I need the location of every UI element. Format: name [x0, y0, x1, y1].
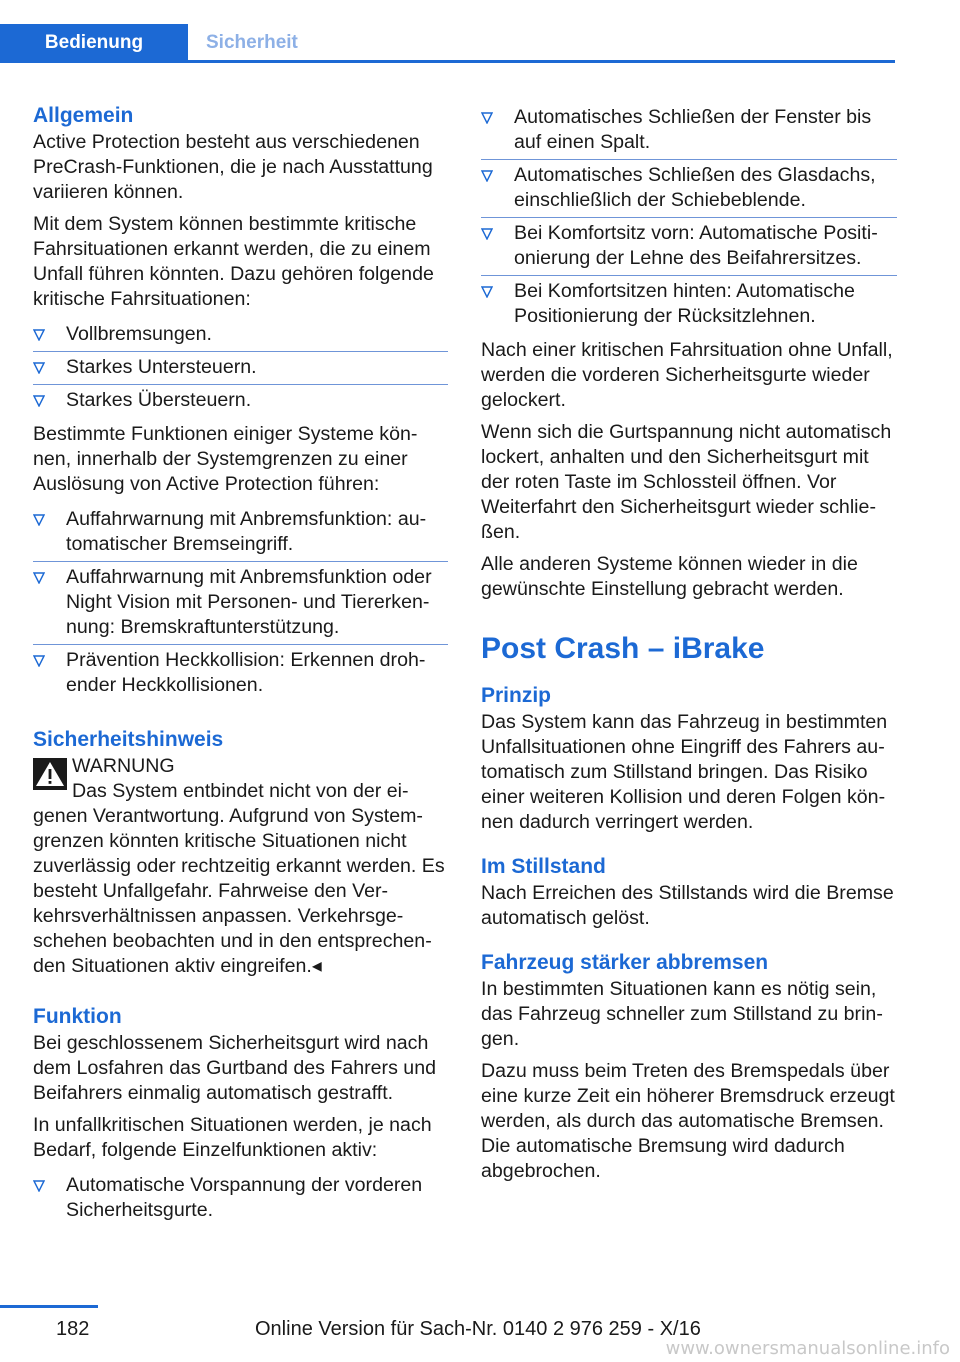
- warning-triangle-icon: [33, 758, 67, 790]
- paragraph: Wenn sich die Gurtspannung nicht automatisch lockert, anhalten und den Sicherheitsgurt mit der roten Taste im Schlossteil öffnen. Vor Weiterfahrt den Sicherheitsgurt wieder schließen.: [481, 421, 892, 543]
- watermark: www.ownersmanualsonline.info: [665, 1338, 950, 1359]
- online-version-note: Online Version für Sach-Nr. 0140 2 976 259 - X/16: [255, 1318, 701, 1340]
- heading-prinzip: Prinzip: [481, 684, 552, 707]
- list-item: [33, 504, 448, 562]
- list-item: [33, 562, 448, 645]
- bullet-triangle-icon: [33, 655, 45, 667]
- paragraph: Bei geschlossenem Sicherheitsgurt wird nach dem Losfahren das Gurtband des Fahrers und Beifahrers einmalig automatisch gestrafft.: [33, 1032, 437, 1104]
- list-item-text: Prävention Heckkollision: Erkennen drohender Heckkollisionen.: [66, 649, 426, 696]
- list-item: [33, 319, 448, 352]
- tab-bedienung[interactable]: Bedienung: [0, 24, 188, 62]
- bullet-triangle-icon: [33, 514, 45, 526]
- heading-allgemein: Allgemein: [33, 104, 134, 127]
- bullet-list-single-functions: [33, 1170, 448, 1227]
- paragraph: Mit dem System können bestimmte kritische Fahrsituationen erkannt werden, die zu einem Unfall führen könnten. Dazu gehören folgende kritische Fahrsituationen:: [33, 213, 434, 310]
- bullet-triangle-icon: [481, 228, 493, 240]
- list-item-text: Bei Komfortsitzen hinten: Automatische Positionierung der Rücksitzlehnen.: [514, 280, 855, 327]
- paragraph: Alle anderen Systeme können wieder in die gewünschte Einstellung gebracht werden.: [481, 553, 858, 600]
- footer-rule: [0, 1305, 98, 1308]
- bullet-triangle-icon: [481, 170, 493, 182]
- list-item: [33, 1170, 448, 1227]
- header-tabs: [0, 24, 316, 62]
- bullet-triangle-icon: [33, 329, 45, 341]
- paragraph: Das System kann das Fahrzeug in bestimmten Unfallsituationen ohne Eingriff des Fahrers automatisch zum Stillstand bringen. Das Risiko einer weiteren Kollision und deren Folgen können dadurch verringert werden.: [481, 711, 888, 833]
- bullet-list-continued: [481, 102, 897, 333]
- bullet-triangle-icon: [481, 286, 493, 298]
- list-item-text: Auffahrwarnung mit Anbremsfunktion: automatischer Bremseingriff.: [66, 508, 427, 555]
- bullet-triangle-icon: [33, 1180, 45, 1192]
- left-column: [33, 102, 448, 1232]
- list-item-text: Vollbremsungen.: [66, 323, 212, 345]
- list-item: [33, 385, 448, 417]
- bullet-triangle-icon: [481, 112, 493, 124]
- bullet-triangle-icon: [33, 362, 45, 374]
- paragraph: Dazu muss beim Treten des Bremspedals über eine kurze Zeit ein höherer Bremsdruck erzeugt werden, als durch das automatische Bremsen. Die automatische Bremsung wird dadurch abgebrochen.: [481, 1060, 895, 1182]
- heading-funktion: Funktion: [33, 1005, 122, 1028]
- paragraph: Nach einer kritischen Fahrsituation ohne Unfall, werden die vorderen Sicherheitsgurte wieder gelockert.: [481, 339, 893, 411]
- paragraph: Bestimmte Funktionen einiger Systeme können, innerhalb der Systemgrenzen zu einer Auslösung von Active Protection führen:: [33, 423, 418, 495]
- paragraph: Active Protection besteht aus verschiedenen PreCrash-Funktionen, die je nach Ausstattung variieren können.: [33, 131, 433, 203]
- page-number: 182: [56, 1318, 90, 1340]
- paragraph: Nach Erreichen des Stillstands wird die Bremse automatisch gelöst.: [481, 882, 894, 929]
- list-item-text: Auffahrwarnung mit Anbremsfunktion oder Night Vision mit Personen- und Tiererkennung: Bremskraftunterstützung.: [66, 566, 432, 638]
- bullet-list-functions: [33, 504, 448, 702]
- warning-label: WARNUNG: [72, 755, 175, 777]
- heading-im-stillstand: Im Stillstand: [481, 855, 606, 878]
- list-item-text: Automatische Vorspannung der vorderen Sicherheitsgurte.: [66, 1174, 423, 1221]
- list-item-text: Starkes Übersteuern.: [66, 389, 252, 411]
- list-item: [33, 352, 448, 385]
- list-item-text: Bei Komfortsitz vorn: Automatische Positionierung der Lehne des Beifahrersitzes.: [514, 222, 878, 269]
- list-item-text: Automatisches Schließen der Fenster bis auf einen Spalt.: [514, 106, 872, 153]
- list-item: [33, 645, 448, 702]
- bullet-triangle-icon: [33, 572, 45, 584]
- list-item-text: Automatisches Schließen des Glasdachs, einschließlich der Schiebeblende.: [514, 164, 876, 211]
- list-item-text: Starkes Untersteuern.: [66, 356, 257, 378]
- header-rule: [0, 60, 895, 63]
- list-item: [481, 102, 897, 160]
- list-item: [481, 160, 897, 218]
- heading-staerker-abbremsen: Fahrzeug stärker abbremsen: [481, 951, 769, 974]
- list-item: [481, 218, 897, 276]
- section-title-post-crash: Post Crash – iBrake: [481, 632, 765, 665]
- bullet-list-situations: [33, 319, 448, 417]
- bullet-triangle-icon: [33, 395, 45, 407]
- tab-sicherheit[interactable]: Sicherheit: [206, 32, 298, 53]
- warning-text: Das System entbindet nicht von der eigenen Verantwortung. Aufgrund von Systemgrenzen könnten kritische Situationen nicht zuverlässig oder rechtzeitig erkannt werden. Es besteht Unfallgefahr. Fahrweise den Verkehrsverhältnissen anpassen. Verkehrsgeschehen beobachten und in den entsprechenden Situationen aktiv eingreifen.◂: [33, 780, 445, 977]
- list-item: [481, 276, 897, 333]
- right-column: [481, 102, 897, 1191]
- paragraph: In bestimmten Situationen kann es nötig sein, das Fahrzeug schneller zum Stillstand zu bringen.: [481, 978, 883, 1050]
- paragraph: In unfallkritischen Situationen werden, je nach Bedarf, folgende Einzelfunktionen aktiv:: [33, 1114, 432, 1161]
- warning-block: [33, 754, 448, 779]
- heading-sicherheitshinweis: Sicherheitshinweis: [33, 728, 224, 751]
